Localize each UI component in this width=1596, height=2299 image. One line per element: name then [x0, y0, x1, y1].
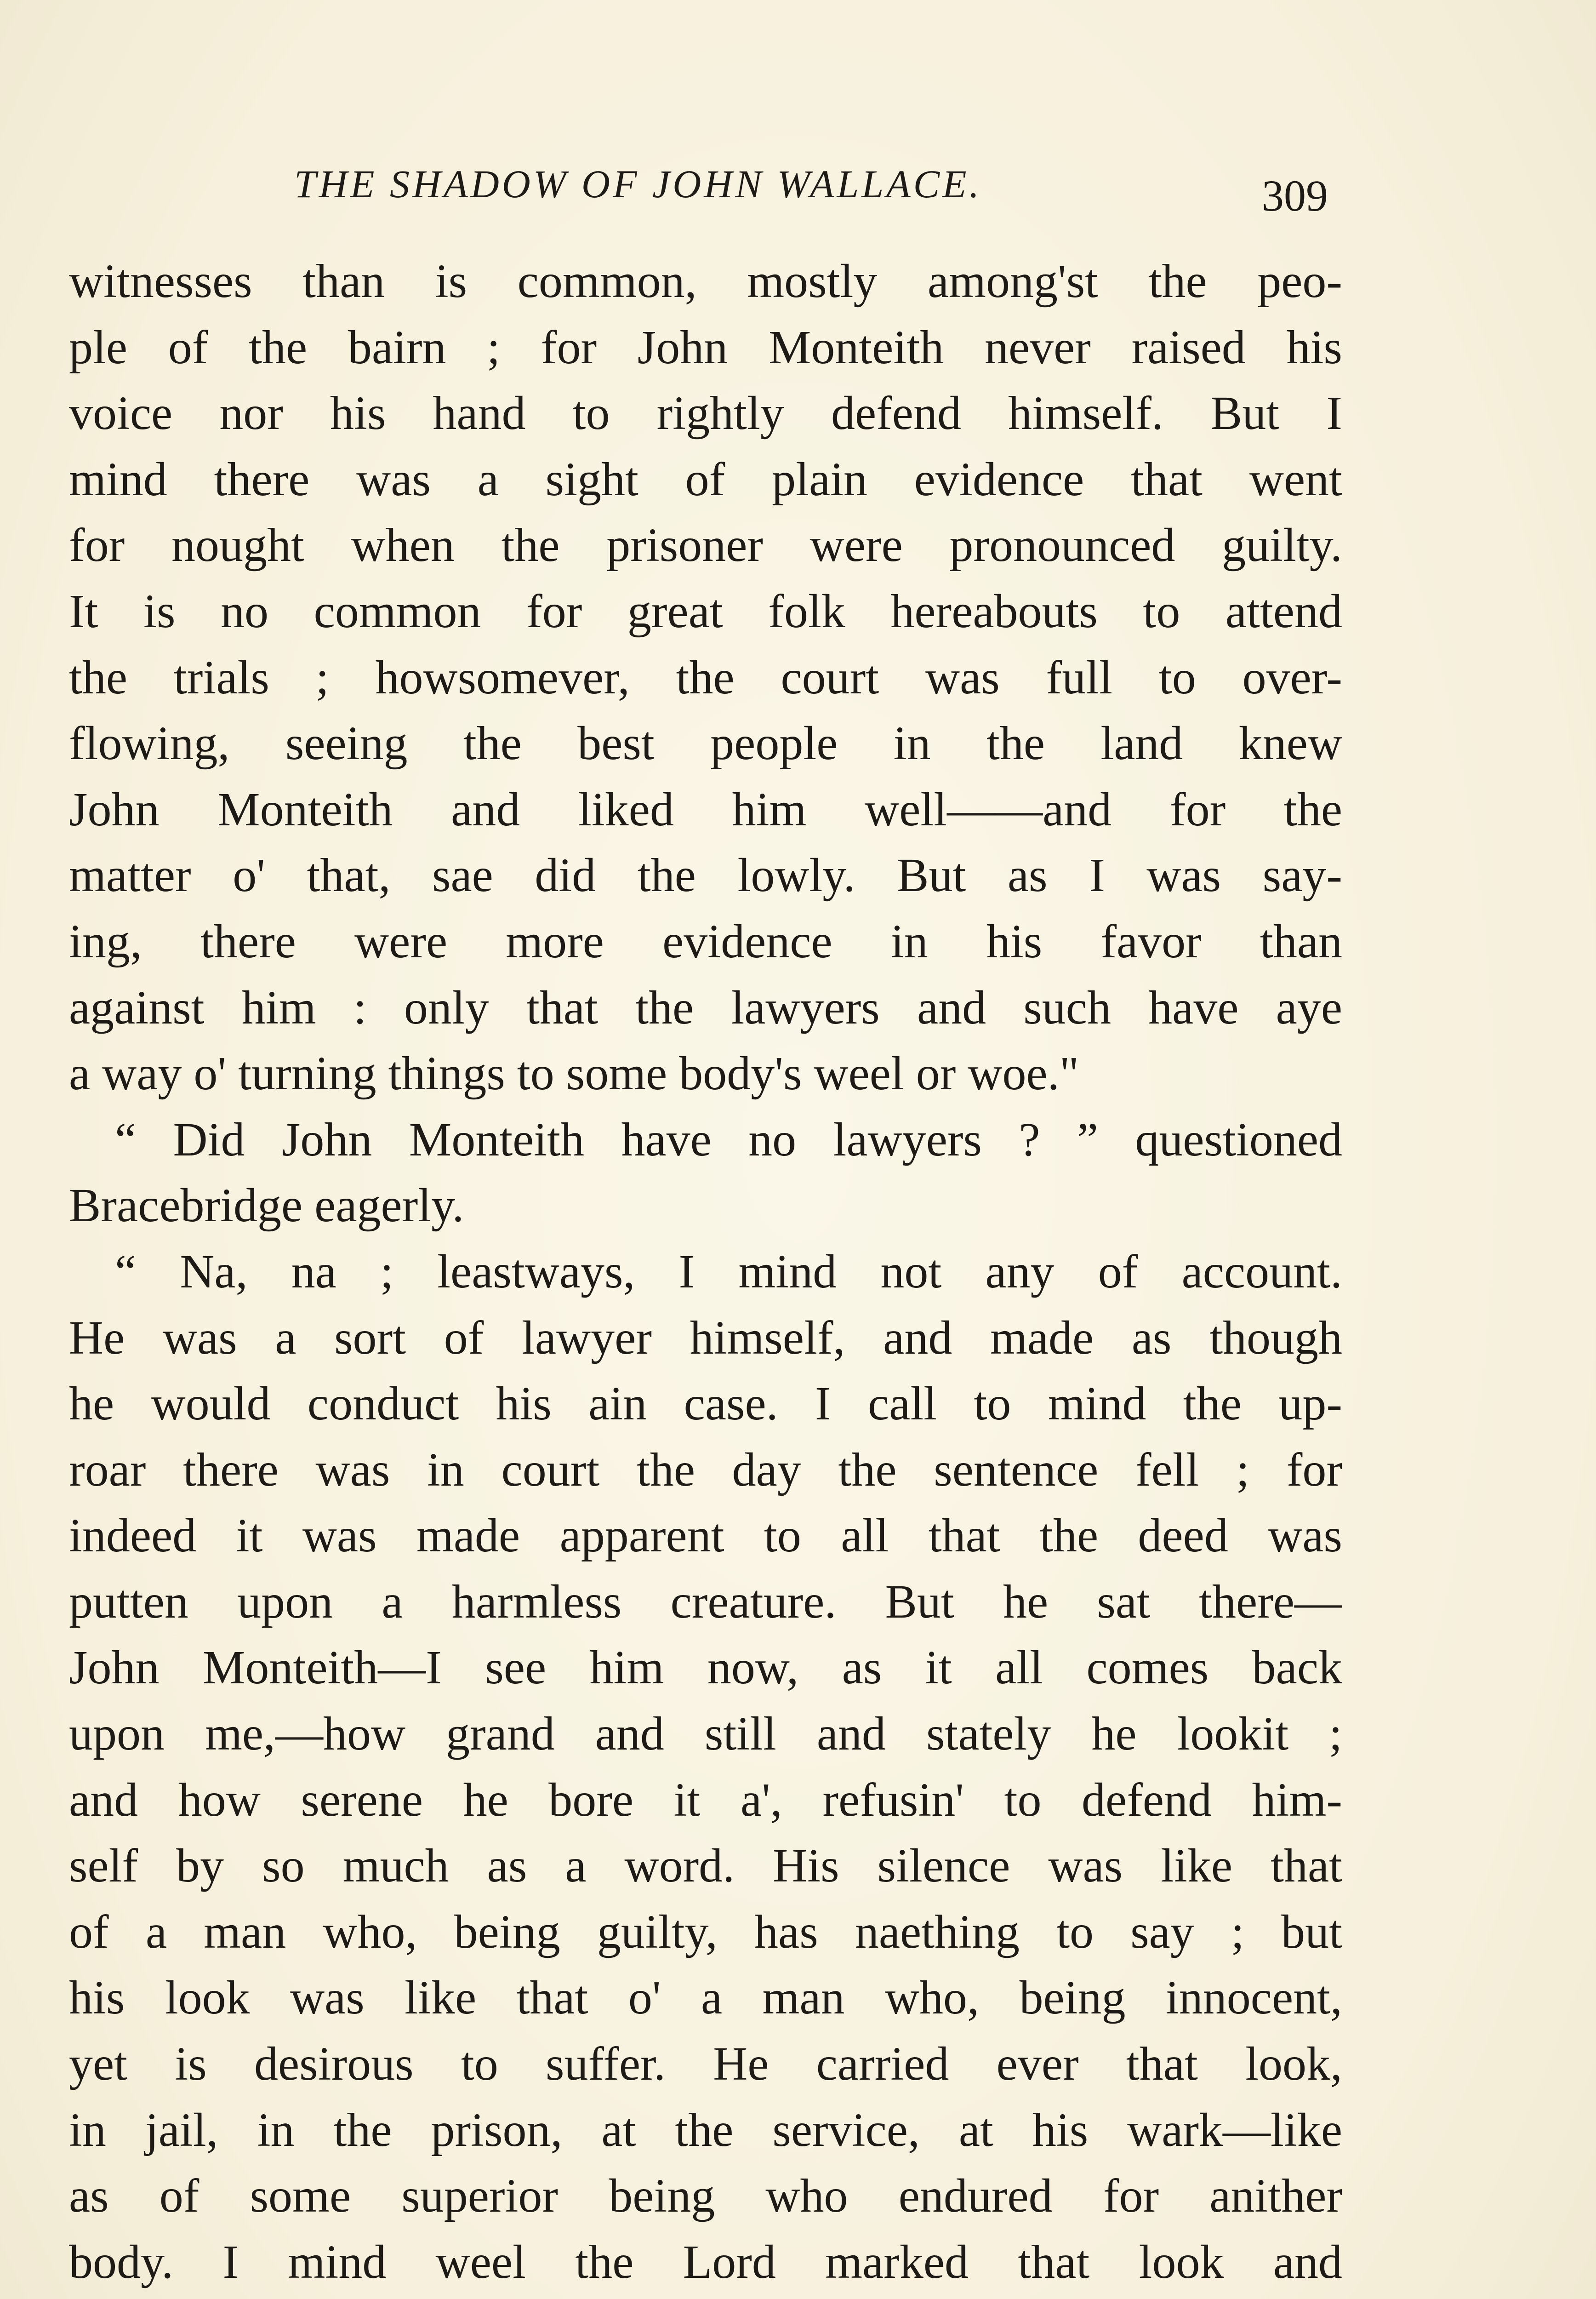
text-line: mind there was a sight of plain evidence that went — [69, 452, 1342, 506]
text-line: for nought when the prisoner were pronounced guilty. — [69, 519, 1342, 572]
text-line: It is no common for great folk hereabouts to attend — [69, 584, 1342, 638]
text-line: John Monteith—I see him now, as it all comes back — [69, 1641, 1342, 1694]
text-line: witnesses than is common, mostly among'st the peo- — [69, 255, 1342, 308]
text-line: a way o' turning things to some body's weel or woe." — [69, 1047, 1079, 1100]
text-line: indeed it was made apparent to all that the deed was — [69, 1509, 1342, 1562]
text-line: yet is desirous to suffer. He carried ever that look, — [69, 2037, 1342, 2091]
text-line: in jail, in the prison, at the service, at his wark—like — [69, 2103, 1342, 2156]
text-line: he would conduct his ain case. I call to mind the up- — [69, 1377, 1342, 1430]
page-number: 309 — [1262, 171, 1328, 220]
text-line: ple of the bairn ; for John Monteith never raised his — [69, 320, 1342, 374]
text-line: John Monteith and liked him well——and for the — [69, 783, 1342, 836]
text-line: and how serene he bore it a', refusin' to defend him- — [69, 1773, 1342, 1826]
text-line: against him : only that the lawyers and such have aye — [69, 981, 1342, 1034]
text-line: ing, there were more evidence in his favor than — [69, 915, 1342, 968]
text-line: roar there was in court the day the sentence fell ; for — [69, 1443, 1342, 1496]
text-line: putten upon a harmless creature. But he sat there— — [69, 1575, 1342, 1628]
text-line: matter o' that, sae did the lowly. But as I was say- — [69, 849, 1342, 902]
text-line: flowing, seeing the best people in the land knew — [69, 717, 1342, 770]
body-text — [69, 248, 1342, 2299]
text-line: He was a sort of lawyer himself, and made as though — [69, 1311, 1342, 1364]
text-line: self by so much as a word. His silence was like that — [69, 1839, 1342, 1893]
text-line: Bracebridge eagerly. — [69, 1179, 464, 1232]
text-line: “ Did John Monteith have no lawyers ? ” questioned — [115, 1113, 1342, 1166]
text-line: “ Na, na ; leastways, I mind not any of account. — [115, 1245, 1342, 1298]
page-header — [0, 152, 1596, 225]
text-line: the trials ; howsomever, the court was full to over- — [69, 651, 1342, 704]
text-line: his look was like that o' a man who, being innocent, — [69, 1971, 1342, 2024]
text-line: body. I mind weel the Lord marked that look and — [69, 2235, 1342, 2288]
text-line: voice nor his hand to rightly defend himself. But I — [69, 387, 1342, 440]
text-line: of a man who, being guilty, has naething to say ; but — [69, 1905, 1342, 1958]
text-line — [69, 2295, 1342, 2299]
text-line: upon me,—how grand and still and stately he lookit ; — [69, 1707, 1342, 1761]
running-head: THE SHADOW OF JOHN WALLACE. — [294, 162, 982, 206]
text-line: as of some superior being who endured for anither — [69, 2169, 1342, 2223]
